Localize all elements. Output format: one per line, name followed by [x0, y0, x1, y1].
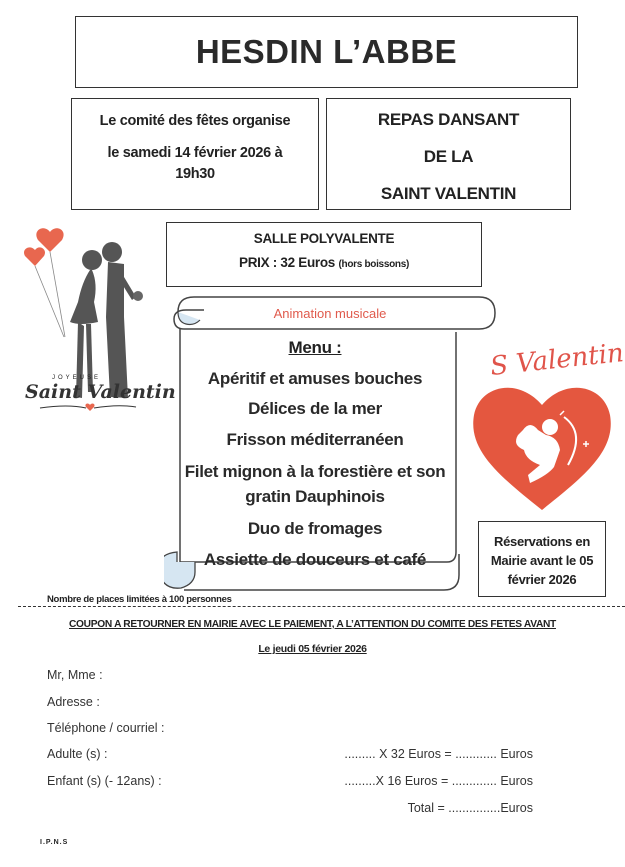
children-calculation: .........X 16 Euros = ............. Euros [344, 774, 533, 788]
balloon-heart-icon [24, 247, 45, 266]
joyeuse-label: JOYEUSE [52, 375, 102, 381]
organizer-line-3: 19h30 [175, 166, 215, 182]
reservation-line-2: Mairie avant le 05 [490, 553, 594, 568]
coupon-deadline: Le jeudi 05 février 2026 [258, 643, 367, 655]
menu-item: Délices de la mer [248, 399, 382, 418]
reservation-line-3: février 2026 [507, 572, 577, 587]
field-name: Mr, Mme : [47, 668, 103, 682]
adults-calculation: ......... X 32 Euros = ............ Euros [344, 747, 533, 761]
venue-price [167, 255, 481, 270]
organizer-line-1: Le comité des fêtes organise [99, 113, 291, 129]
organizer-line-2: le samedi 14 février 2026 à [107, 145, 283, 161]
field-contact: Téléphone / courriel : [47, 721, 165, 735]
page-title: HESDIN L’ABBE [195, 33, 458, 70]
ipns-footer: I.P.N.S [40, 839, 69, 846]
field-children: Enfant (s) (- 12ans) : [47, 774, 162, 788]
underline-flourish [38, 402, 138, 412]
event-box [326, 98, 571, 210]
price-note: (hors boissons) [338, 259, 409, 270]
menu-item: Apéritif et amuses bouches [207, 369, 423, 388]
saint-valentin-script: Saint Valentin [25, 381, 176, 403]
reservation-box [478, 521, 606, 597]
animation-musicale: Animation musicale [273, 306, 387, 321]
field-adults: Adulte (s) : [47, 747, 108, 761]
places-notice: Nombre de places limitées à 100 personnes [47, 594, 232, 605]
organizer-box [71, 98, 319, 210]
total-calculation: Total = ...............Euros [407, 801, 533, 815]
event-line-3: SAINT VALENTIN [380, 184, 517, 203]
title-box [75, 16, 578, 88]
field-address: Adresse : [47, 695, 100, 709]
menu-item: Duo de fromages [247, 519, 383, 538]
s-valentin-red-script: S Valentin [488, 338, 625, 382]
menu-item: gratin Dauphinois [245, 487, 385, 506]
menu-item: Filet mignon à la forestière et son [184, 462, 446, 481]
event-line-2: DE LA [423, 147, 474, 166]
menu-item: Frisson méditerranéen [226, 430, 404, 449]
price-label: PRIX : 32 Euros [238, 255, 336, 270]
venue-name: SALLE POLYVALENTE [253, 231, 395, 246]
menu-title: Menu : [288, 338, 342, 357]
reservation-line-1: Réservations en [494, 534, 590, 549]
cupid-heart-icon [468, 375, 616, 515]
coupon-header: COUPON A RETOURNER EN MAIRIE AVEC LE PAIEMENT, A L’ATTENTION DU COMITE DES FETES AVANT [69, 619, 556, 630]
small-heart-icon [85, 404, 94, 411]
menu-item: Assiette de douceurs et café [203, 550, 427, 569]
event-line-1: REPAS DANSANT [377, 110, 520, 129]
venue-box [166, 222, 482, 287]
cut-line [18, 606, 625, 607]
